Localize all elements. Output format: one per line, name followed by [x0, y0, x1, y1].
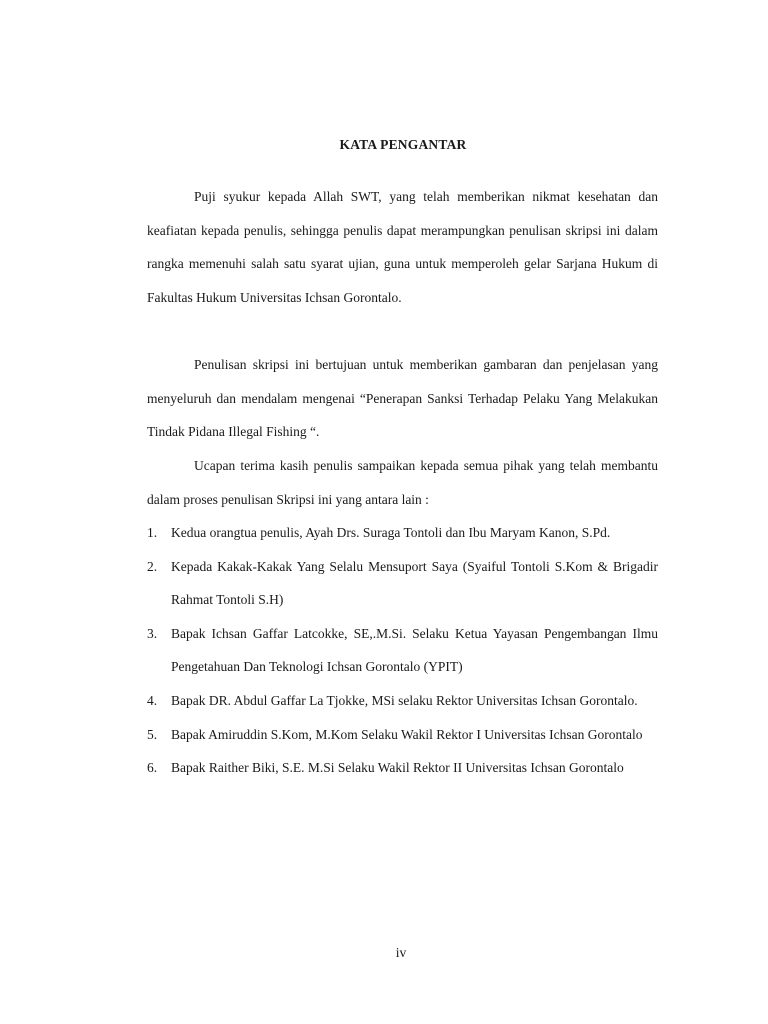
paragraph-2: Penulisan skripsi ini bertujuan untuk memberikan gambaran dan penjelasan yang menyeluruh dan mendalam mengenai “Penerapan Sanksi Terhadap Pelaku Yang Melakukan Tindak Pidana Illegal Fishing “. [147, 357, 658, 440]
list-item-text: Bapak DR. Abdul Gaffar La Tjokke, MSi selaku Rektor Universitas Ichsan Gorontalo. [171, 692, 638, 708]
list-item-number: 6. [147, 760, 158, 776]
list-item-number: 4. [147, 692, 158, 708]
list-item-text: Bapak Ichsan Gaffar Latcokke, SE,.M.Si. Selaku Ketua Yayasan Pengembangan Ilmu Pengetahuan Dan Teknologi Ichsan Gorontalo (YPIT) [171, 625, 658, 675]
list-item-number: 3. [147, 625, 158, 641]
list-item-number: 2. [147, 558, 158, 574]
list-item [147, 718, 658, 752]
list-item [147, 516, 658, 550]
acknowledgement-list [147, 516, 658, 785]
list-item-text: Kedua orangtua penulis, Ayah Drs. Suraga Tontoli dan Ibu Maryam Kanon, S.Pd. [171, 525, 611, 540]
list-item [147, 617, 658, 684]
list-item-number: 1. [147, 525, 158, 540]
list-item-number: 5. [147, 726, 158, 742]
page-number: iv [395, 945, 407, 960]
paragraph-3: Ucapan terima kasih penulis sampaikan kepada semua pihak yang telah membantu dalam proses penulisan Skripsi ini yang antara lain : [147, 458, 658, 507]
list-item [147, 550, 658, 617]
list-item [147, 751, 658, 785]
list-item-text: Kepada Kakak-Kakak Yang Selalu Mensuport Saya (Syaiful Tontoli S.Kom & Brigadir Rahmat Tontoli S.H) [171, 558, 658, 608]
paragraph-1: Puji syukur kepada Allah SWT, yang telah memberikan nikmat kesehatan dan keafiatan kepada penulis, sehingga penulis dapat merampungkan penulisan skripsi ini dalam rangka memenuhi salah satu syarat ujian, guna untuk memperoleh gelar Sarjana Hukum di Fakultas Hukum Universitas Ichsan Gorontalo. [147, 189, 658, 305]
page-title: KATA PENGANTAR [339, 137, 467, 152]
list-item-text: Bapak Amiruddin S.Kom, M.Kom Selaku Wakil Rektor I Universitas Ichsan Gorontalo [171, 726, 643, 742]
list-item-text: Bapak Raither Biki, S.E. M.Si Selaku Wakil Rektor II Universitas Ichsan Gorontalo [171, 760, 624, 776]
list-item [147, 684, 658, 718]
